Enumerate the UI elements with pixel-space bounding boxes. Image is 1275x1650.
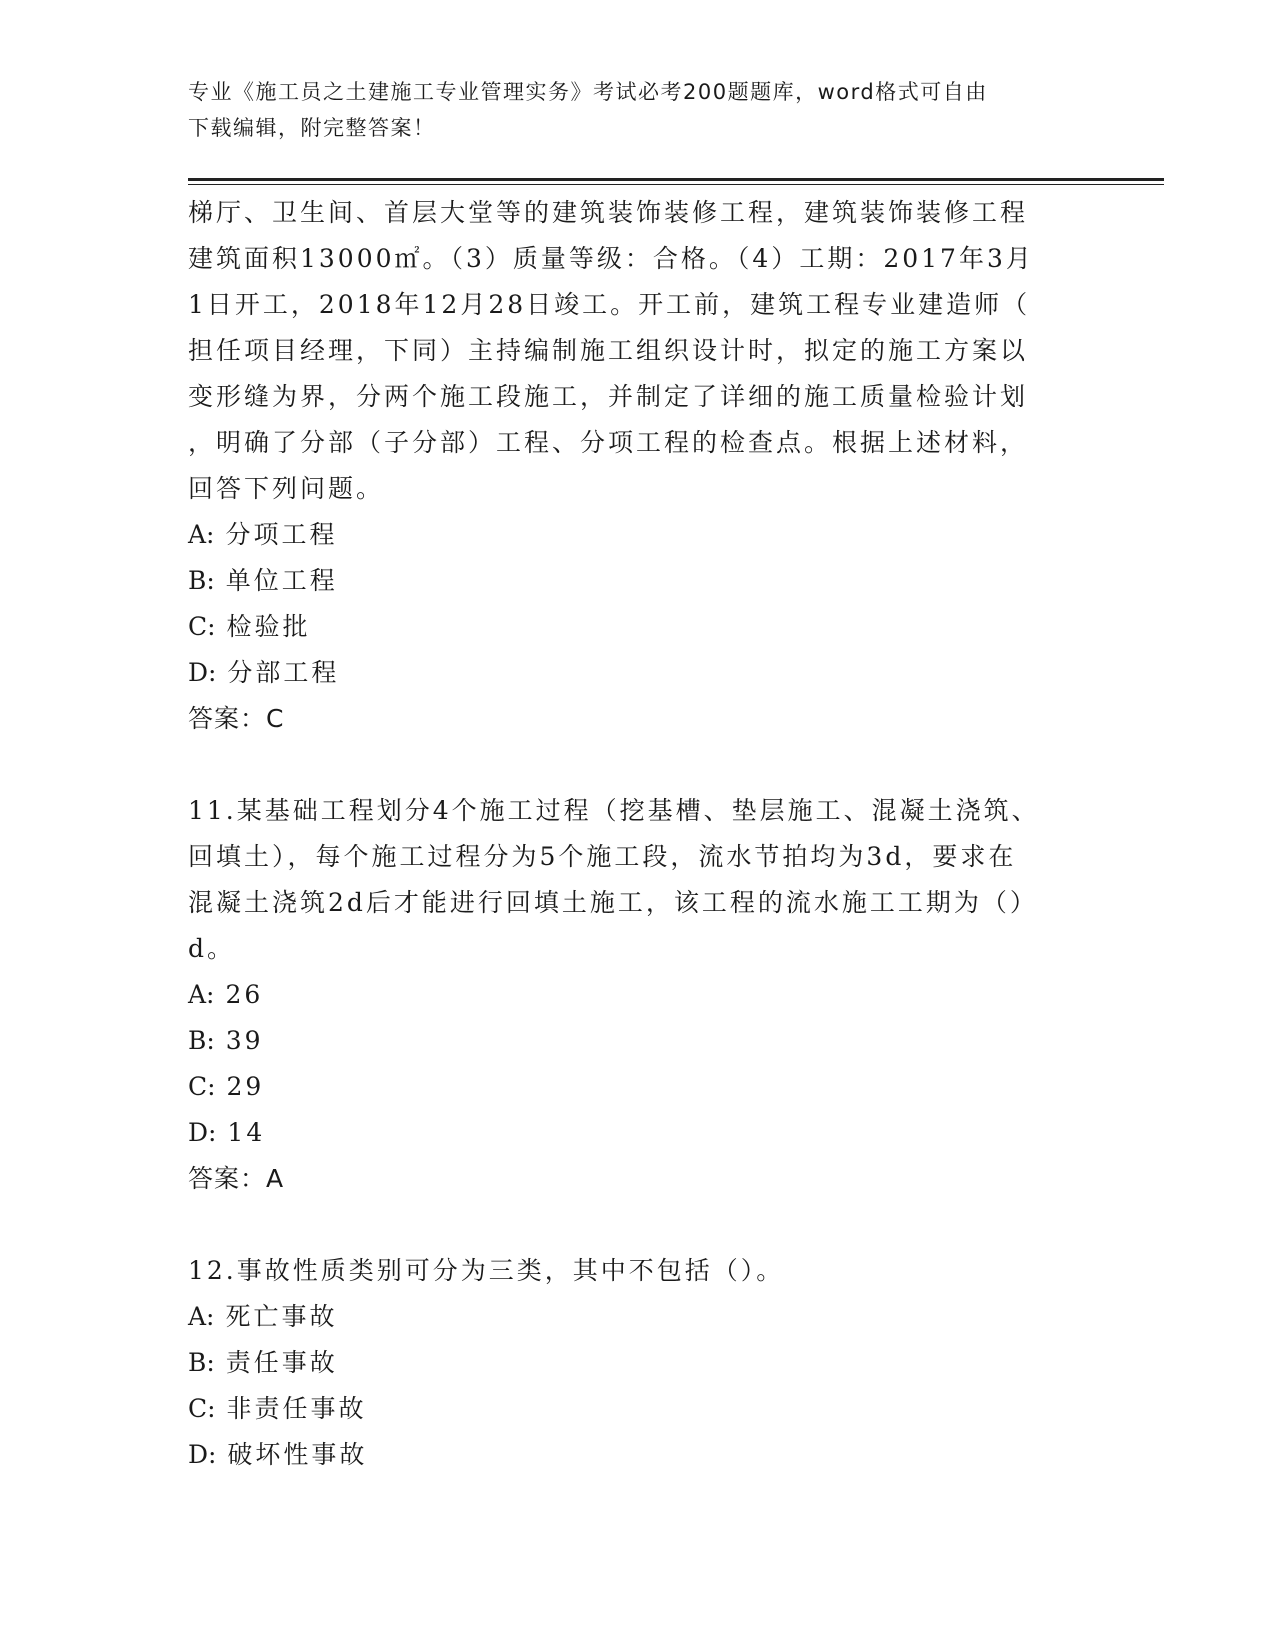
- option-text: 单位工程: [225, 566, 338, 595]
- option-letter: C:: [188, 612, 216, 641]
- stem-line: 12.事故性质类别可分为三类，其中不包括（）。: [188, 1256, 785, 1285]
- option-letter: D:: [188, 658, 217, 687]
- option-text: 39: [225, 1026, 264, 1055]
- option-letter: A:: [188, 980, 215, 1009]
- option-text: 29: [226, 1072, 265, 1101]
- option-text: 26: [225, 980, 264, 1009]
- option-c: [188, 604, 1068, 650]
- stem-line: 回填土），每个施工过程分为5个施工段，流水节拍均为3d，要求在: [188, 842, 1017, 871]
- option-d: [188, 650, 1068, 696]
- option-c: [188, 1064, 1068, 1110]
- option-a: [188, 1294, 1068, 1340]
- option-letter: B:: [188, 1348, 215, 1377]
- header-line-2: 下载编辑，附完整答案！: [188, 116, 436, 140]
- option-c: [188, 1386, 1068, 1432]
- header-line-1: 专业《施工员之土建施工专业管理实务》考试必考200题题库，word格式可自由: [188, 80, 988, 104]
- spacer: [188, 742, 1068, 788]
- stem-line: 回答下列问题。: [188, 474, 385, 503]
- option-b: [188, 558, 1068, 604]
- document-body: [188, 190, 1068, 1478]
- stem-line: 梯厅、卫生间、首层大堂等的建筑装饰装修工程，建筑装饰装修工程: [188, 198, 1029, 227]
- question-stem: [188, 788, 1068, 972]
- spacer: [188, 1202, 1068, 1248]
- option-text: 责任事故: [225, 1348, 338, 1377]
- answer-line: 答案：A: [188, 1164, 285, 1193]
- option-letter: C:: [188, 1394, 216, 1423]
- option-letter: D:: [188, 1440, 217, 1469]
- stem-line: 建筑面积13000㎡。（3）质量等级：合格。（4）工期：2017年3月: [188, 244, 1034, 273]
- header-rule-thin: [188, 184, 1164, 185]
- question-12: [188, 1248, 1068, 1478]
- stem-line: d。: [188, 934, 236, 963]
- option-text: 非责任事故: [226, 1394, 367, 1423]
- stem-line: 担任项目经理，下同）主持编制施工组织设计时，拟定的施工方案以: [188, 336, 1029, 365]
- option-letter: C:: [188, 1072, 216, 1101]
- option-a: [188, 972, 1068, 1018]
- option-letter: B:: [188, 1026, 215, 1055]
- option-text: 破坏性事故: [227, 1440, 368, 1469]
- option-letter: B:: [188, 566, 215, 595]
- question-10: [188, 190, 1068, 742]
- stem-line: 11.某基础工程划分4个施工过程（挖基槽、垫层施工、混凝土浇筑、: [188, 796, 1040, 825]
- header-rule-thick: [188, 178, 1164, 181]
- option-a: [188, 512, 1068, 558]
- option-letter: A:: [188, 520, 215, 549]
- stem-line: ，明确了分部（子分部）工程、分项工程的检查点。根据上述材料，: [188, 428, 1029, 457]
- option-d: [188, 1110, 1068, 1156]
- option-text: 分部工程: [227, 658, 340, 687]
- option-b: [188, 1018, 1068, 1064]
- stem-line: 变形缝为界，分两个施工段施工，并制定了详细的施工质量检验计划: [188, 382, 1029, 411]
- option-letter: A:: [188, 1302, 215, 1331]
- answer-line: 答案：C: [188, 704, 285, 733]
- option-text: 14: [227, 1118, 266, 1147]
- question-stem: [188, 190, 1068, 512]
- document-header: [188, 74, 1068, 146]
- option-letter: D:: [188, 1118, 217, 1147]
- question-11: [188, 788, 1068, 1202]
- option-d: [188, 1432, 1068, 1478]
- stem-line: 混凝土浇筑2d后才能进行回填土施工，该工程的流水施工工期为（）: [188, 888, 1038, 917]
- option-text: 分项工程: [225, 520, 338, 549]
- stem-line: 1日开工，2018年12月28日竣工。开工前，建筑工程专业建造师（: [188, 290, 1031, 319]
- option-text: 检验批: [226, 612, 311, 641]
- option-text: 死亡事故: [225, 1302, 338, 1331]
- question-stem: [188, 1248, 1068, 1294]
- option-b: [188, 1340, 1068, 1386]
